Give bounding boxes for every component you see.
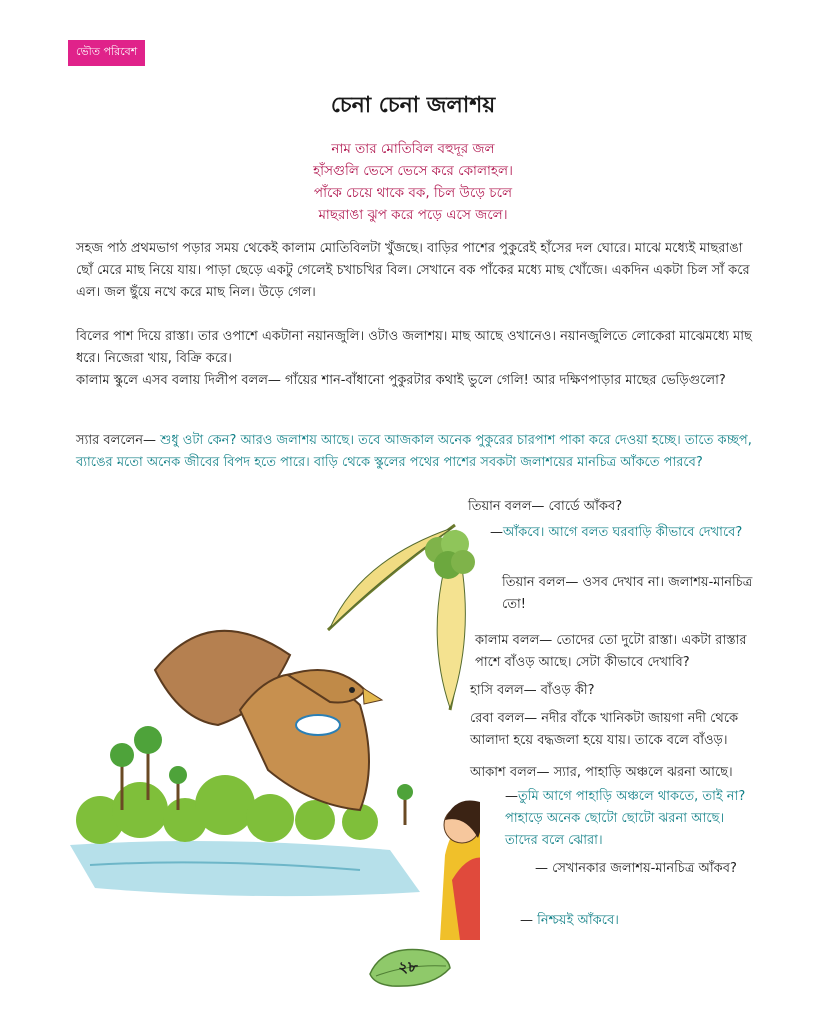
dialogue-line: আকাশ বলল— স্যার, পাহাড়ি অঞ্চলে ঝরনা আছে।	[470, 765, 733, 780]
teacher-speaker: স্যার বললেন—	[76, 433, 157, 448]
dialogue-line	[505, 786, 759, 852]
poem-line: পাঁকে চেয়ে থাকে বক, চিল উড়ে চলে	[313, 185, 513, 201]
dialogue-line	[520, 910, 758, 932]
dialogue-line: তিয়ান বলল— বোর্ডে আঁকব?	[468, 499, 623, 514]
poem-line: নাম তার মোতিবিল বহুদূর জল	[331, 141, 495, 157]
water	[70, 841, 420, 896]
eagle	[155, 631, 382, 810]
dialogue-line: তিয়ান বলল— ওসব দেখাব না। জলাশয়-মানচিত্র তো!	[502, 575, 753, 612]
teacher-reply: তুমি আগে পাহাড়ি অঞ্চলে থাকতে, তাই না? পাহাড়ে অনেক ছোটো ছোটো ঝরনা আছে। তাদের বলে ঝোরা।	[505, 789, 746, 848]
page-number-badge	[362, 944, 454, 990]
speech-dash: —	[520, 913, 533, 928]
teacher-reply: নিশ্চয়ই আঁকবে।	[533, 913, 619, 928]
paragraph-1: সহজ পাঠ প্রথমভাগ পড়ার সময় থেকেই কালাম মোতিবিলটা খুঁজছে। বাড়ির পাশের পুকুরেই হাঁসের দল ঘোরে। মাঝে মধ্যেই মাছরাঙা ছোঁ মেরে মাছ নিয়ে যায়। পাড়া ছেড়ে একটু গেলেই চখাচখির বিল। সেখানে বক পাঁকের মধ্যে মাছ খোঁজে। একদিন একটা চিল সাঁ করে এল। জল ছুঁয়ে নখে করে মাছ নিল। উড়ে গেল।	[76, 241, 750, 300]
section-tag: ভৌত পরিবেশ	[68, 40, 145, 66]
fish	[296, 715, 340, 735]
teacher-reply: আঁকবে। আগে বলত ঘরবাড়ি কীভাবে দেখাবে?	[503, 525, 743, 540]
poem-line: মাছরাঙা ঝুপ করে পড়ে এসে জলে।	[318, 207, 508, 223]
dialogue-line: কালাম বলল— তোদের তো দুটো রাস্তা। একটা রাস্তার পাশে বাঁওড় আছে। সেটা কীভাবে দেখাবি?	[475, 633, 747, 670]
page-title: চেনা চেনা জলাশয়	[330, 93, 496, 118]
speech-dash: —	[505, 789, 518, 804]
paragraph-3: কালাম স্কুলে এসব বলায় দিলীপ বলল— গাঁয়ের শান-বাঁধানো পুকুরটার কথাই ভুলে গেলি! আর দক্ষিণপাড়ার মাছের ভেড়িগুলো?	[76, 373, 726, 388]
page-number: ২৮	[398, 958, 418, 976]
poem	[0, 138, 826, 226]
child-figure	[440, 800, 480, 940]
illustration	[60, 520, 480, 940]
poem-line: হাঁসগুলি ভেসে ভেসে করে কোলাহল।	[313, 163, 513, 179]
dialogue-line	[490, 522, 760, 544]
dialogue-line: রেবা বলল— নদীর বাঁকে খানিকটা জায়গা নদী থেকে আলাদা হয়ে বদ্ধজলা হয়ে যায়। তাকে বলে বাঁওড়।	[470, 711, 739, 748]
paragraph-4	[76, 430, 756, 474]
dialogue-line: হাসি বলল— বাঁওড় কী?	[470, 683, 595, 698]
speech-dash: —	[490, 525, 503, 540]
paragraph-2: বিলের পাশ দিয়ে রাস্তা। তার ওপাশে একটানা নয়ানজুলি। ওটাও জলাশয়। মাছ আছে ওখানেও। নয়ানজুলিতে লোকেরা মাঝেমধ্যে মাছ ধরে। নিজেরা খায়, বিক্রি করে।	[76, 329, 752, 366]
teacher-speech: শুধু ওটা কেন? আরও জলাশয় আছে। তবে আজকাল অনেক পুকুরের চারপাশ পাকা করে দেওয়া হচ্ছে। তাতে কচ্ছপ, ব্যাঙের মতো অনেক জীবের বিপদ হতে পারে। বাড়ি থেকে স্কুলের পথের পাশের সবকটা জলাশয়ের মানচিত্র আঁকতে পারবে?	[76, 433, 752, 470]
dialogue-line: — সেখানকার জলাশয়-মানচিত্র আঁকব?	[535, 861, 737, 876]
